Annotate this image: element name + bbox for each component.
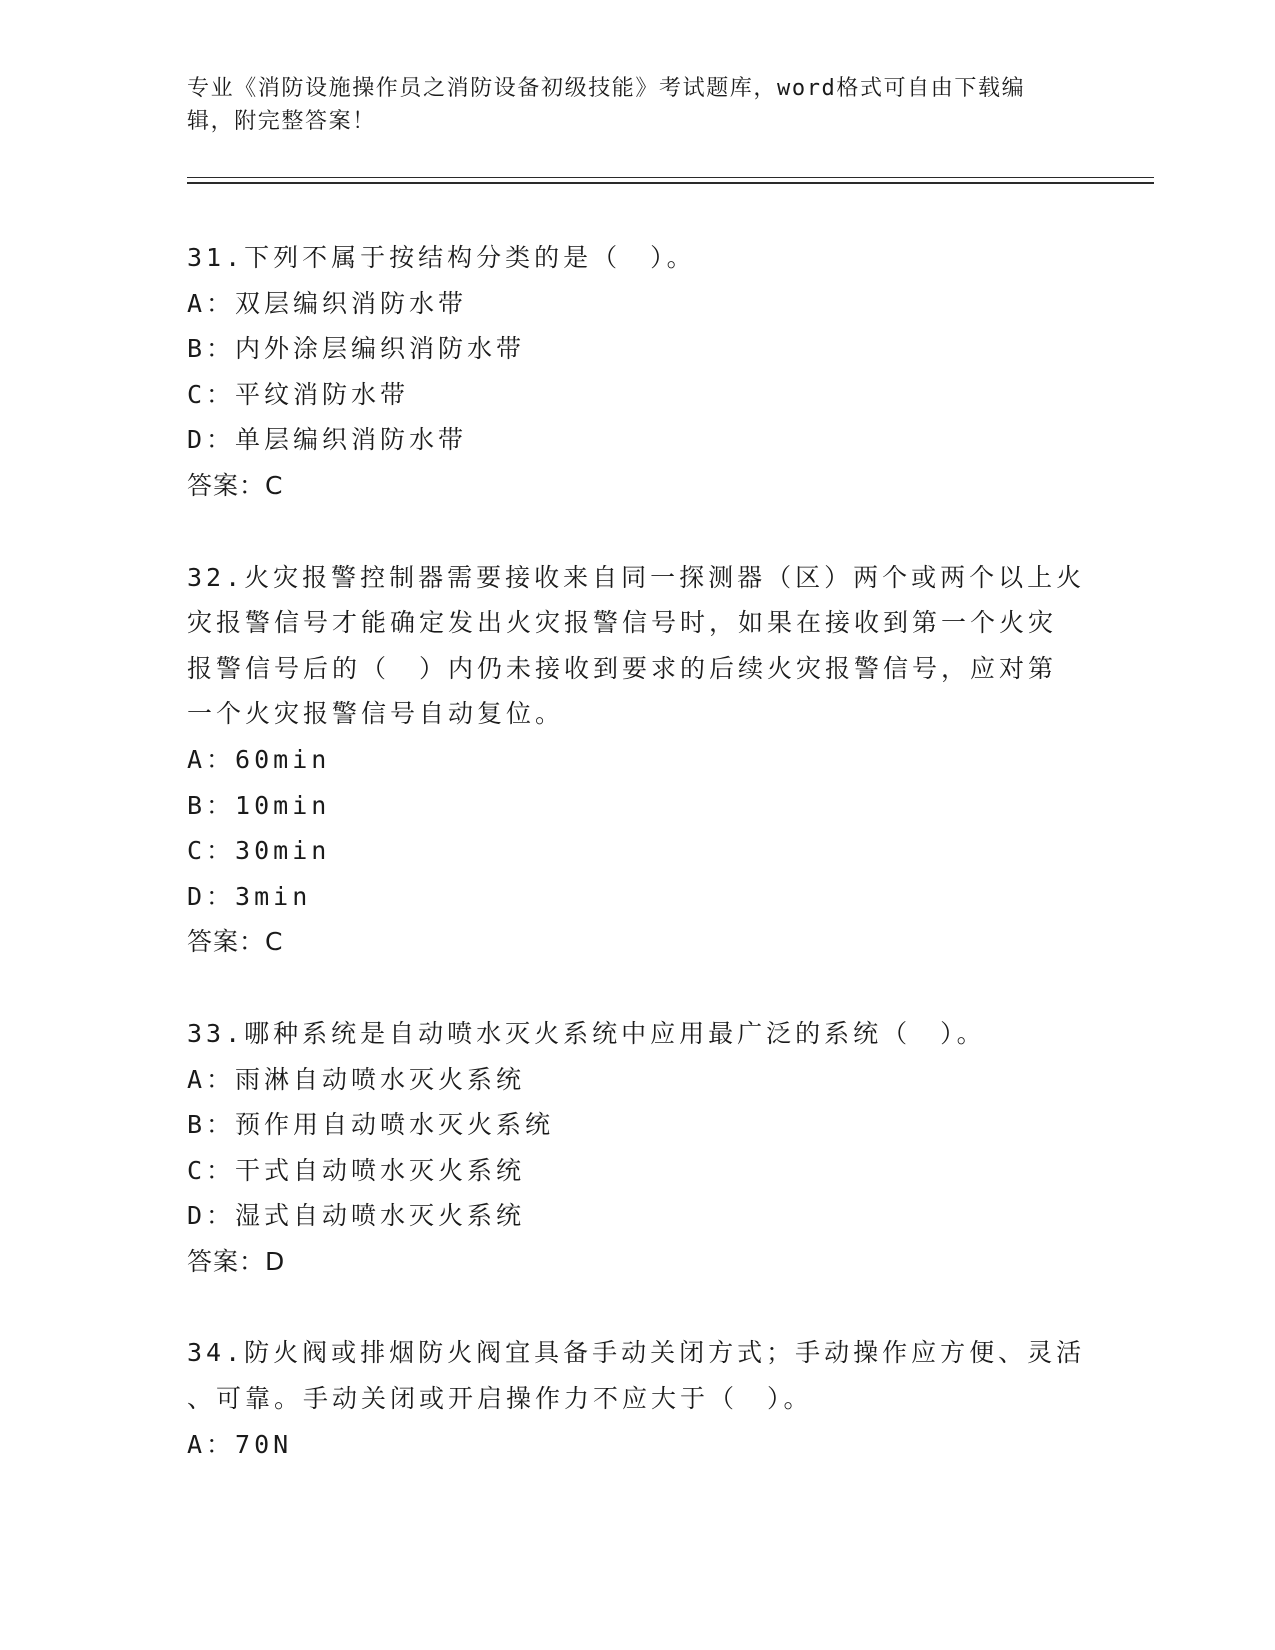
option-c: C：30min — [187, 836, 331, 866]
option-d: D：3min — [187, 881, 312, 911]
option-d: D：单层编织消防水带 — [187, 425, 468, 455]
header-divider-thin — [187, 177, 1154, 178]
document-header — [187, 72, 1087, 138]
answer-line: 答案：C — [187, 470, 284, 500]
question-34 — [187, 1330, 1087, 1467]
option-b: B：预作用自动喷水灭火系统 — [187, 1110, 555, 1140]
question-32 — [187, 555, 1087, 965]
option-a: A：雨淋自动喷水灭火系统 — [187, 1064, 526, 1094]
option-b: B：10min — [187, 790, 331, 820]
question-text: 一个火灾报警信号自动复位。 — [187, 699, 565, 729]
option-d: D：湿式自动喷水灭火系统 — [187, 1201, 526, 1231]
question-33 — [187, 1011, 1087, 1285]
question-text: 31.下列不属于按结构分类的是（ ）。 — [187, 243, 696, 272]
question-31 — [187, 235, 1087, 509]
option-a: A：70N — [187, 1429, 293, 1459]
header-line-2: 辑，附完整答案！ — [187, 109, 376, 134]
header-line-1: 专业《消防设施操作员之消防设备初级技能》考试题库，word格式可自由下载编 — [187, 76, 1026, 101]
question-text: 报警信号后的（ ）内仍未接收到要求的后续火灾报警信号，应对第 — [187, 653, 1058, 683]
option-c: C：平纹消防水带 — [187, 379, 410, 409]
option-a: A：60min — [187, 744, 331, 774]
question-text: 32.火灾报警控制器需要接收来自同一探测器（区）两个或两个以上火 — [187, 562, 1086, 592]
question-text: 、可靠。手动关闭或开启操作力不应大于（ ）。 — [187, 1384, 813, 1414]
header-divider-thick — [187, 182, 1154, 184]
option-c: C：干式自动喷水灭火系统 — [187, 1155, 526, 1185]
option-a: A：双层编织消防水带 — [187, 288, 468, 318]
answer-line: 答案：C — [187, 927, 284, 957]
answer-line: 答案：D — [187, 1246, 286, 1276]
question-text: 灾报警信号才能确定发出火灾报警信号时，如果在接收到第一个火灾 — [187, 608, 1058, 638]
question-text: 33.哪种系统是自动喷水灭火系统中应用最广泛的系统（ ）。 — [187, 1018, 986, 1048]
question-text: 34.防火阀或排烟防火阀宜具备手动关闭方式；手动操作应方便、灵活 — [187, 1338, 1086, 1368]
option-b: B：内外涂层编织消防水带 — [187, 334, 526, 364]
question-list — [187, 235, 1087, 1513]
